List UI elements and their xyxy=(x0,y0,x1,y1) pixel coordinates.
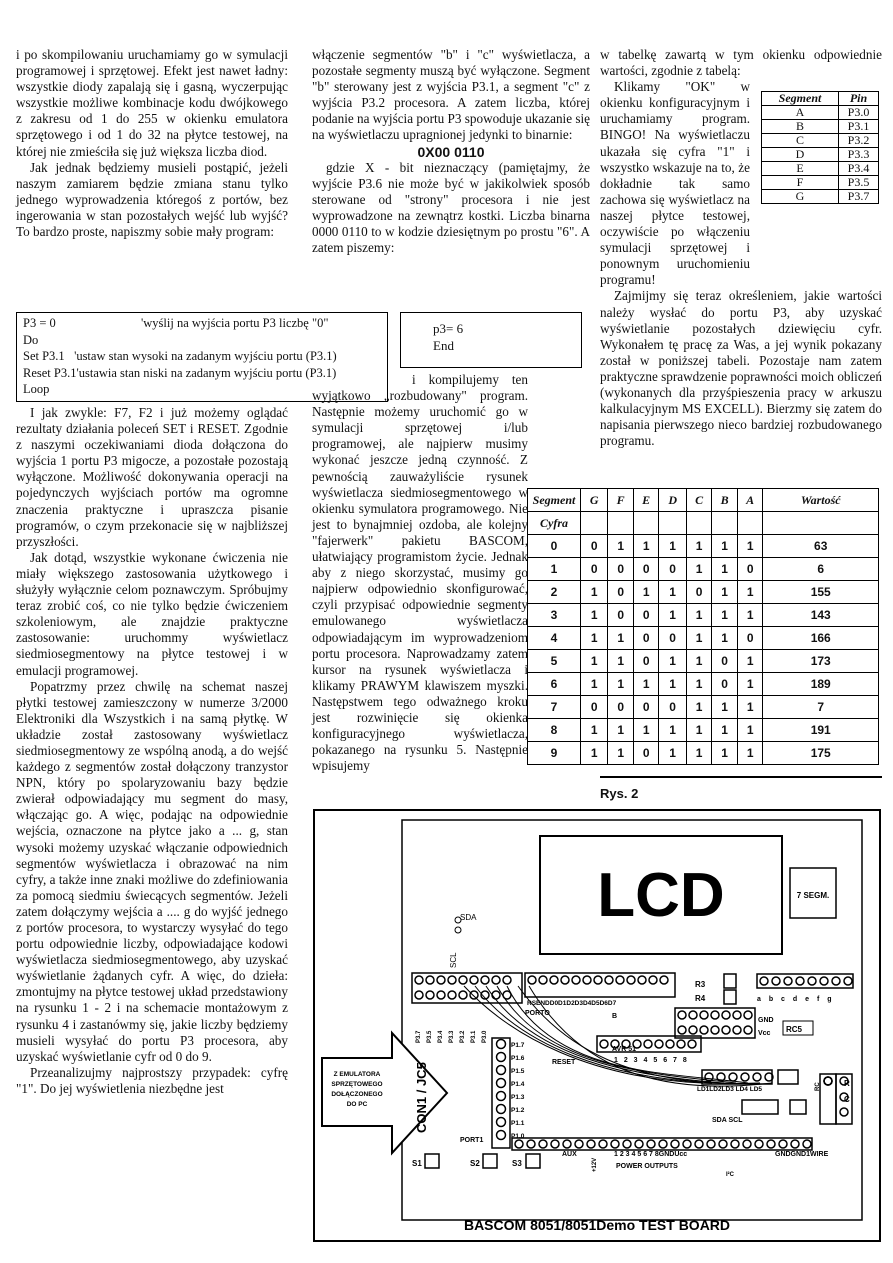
svg-text:RC5: RC5 xyxy=(786,1025,803,1034)
table-cell: 0 xyxy=(686,581,712,604)
table-cell: 4 xyxy=(528,627,581,650)
table-row xyxy=(528,627,879,650)
svg-text:a b c d e f g: a b c d e f g xyxy=(757,996,835,1003)
paragraph: Jak dotąd, wszystkie wykonane ćwiczenia nie miały większego zastosowania użytkowego i służyły wyłącznie celom poznawczym. Spróbujmy teraz zrobić coś, co nie tylko będzie ćwiczeniem szkoleniowym, ale znajdzie praktyczne zastosowanie: uruchommy wyświetlacz siedmiosegmentowy na płytce testowej i w emulacji programowej. xyxy=(16,549,288,678)
table-row xyxy=(528,650,879,673)
table-row xyxy=(528,673,879,696)
table-cell: 1 xyxy=(528,558,581,581)
svg-text:SCL: SCL xyxy=(449,952,458,968)
table-cell: 1 xyxy=(712,581,738,604)
table-cell: 1 xyxy=(659,673,686,696)
table-cell: 7 xyxy=(763,696,879,719)
table-row xyxy=(528,719,879,742)
table-cell: 1 xyxy=(712,604,738,627)
code-box-p3 xyxy=(400,312,582,368)
table-cell: 1 xyxy=(633,719,659,742)
svg-text:DOŁĄCZONEGO: DOŁĄCZONEGO xyxy=(331,1091,383,1098)
table-cell: 1 xyxy=(659,742,686,765)
table-cell: 1 xyxy=(712,627,738,650)
svg-text:GND: GND xyxy=(758,1017,774,1024)
svg-text:1 2 3 4 5 6 7 8GNDUcc: 1 2 3 4 5 6 7 8GNDUcc xyxy=(614,1151,688,1158)
svg-text:POWER OUTPUTS: POWER OUTPUTS xyxy=(616,1163,678,1170)
table-header: F xyxy=(608,489,634,512)
table-cell: 1 xyxy=(659,581,686,604)
table-cell: 1 xyxy=(581,581,608,604)
pin-label: P3.3 xyxy=(449,1030,455,1043)
table-cell: 1 xyxy=(581,742,608,765)
table-header: Pin xyxy=(838,92,878,106)
table-cell: 1 xyxy=(686,719,712,742)
paragraph: I jak zwykle: F7, F2 i już możemy oglądać rezultaty działania poleceń SET i RESET. Zgodnie z naszymi oczekiwaniami dioda dołączona do wyjścia 1 portu P3 migocze, a pozostałe pozostają wyłączone. Możliwość dokonywania operacji na pojedynczych wyjściach portów ma ogromne znaczenia praktyczne i upraszcza pisanie programów, o czym przekonacie się w najbliższej przyszłości. xyxy=(16,405,288,549)
svg-text:R4: R4 xyxy=(695,994,706,1003)
pin-label: P1.6 xyxy=(511,1055,525,1062)
svg-text:S2: S2 xyxy=(470,1159,480,1168)
paragraph: gdzie X - bit nieznaczący (pamiętajmy, że wyjście P3.6 nie może być w jakikolwiek sposób sterowane od "strony" procesora i nie jest wyprowadzone na zewnątrz kostki. Liczba binarna 0000 0110 to w kodzie dziesiętnym po prostu "6". A zatem piszemy: xyxy=(312,159,590,256)
pin-label: P3.7 xyxy=(416,1030,422,1043)
table-row xyxy=(528,742,879,765)
table-cell: 0 xyxy=(712,650,738,673)
svg-text:S1: S1 xyxy=(412,1159,422,1168)
table-cell: 6 xyxy=(763,558,879,581)
table-row xyxy=(528,535,879,558)
code-line: End xyxy=(433,338,454,353)
table-cell: 0 xyxy=(659,627,686,650)
table-cell: 1 xyxy=(581,673,608,696)
pin-label: P3.1 xyxy=(471,1030,477,1043)
pin-label: P3.5 xyxy=(427,1030,433,1043)
paragraph: Klikamy "OK" w okienku konfiguracyjnym i uruchamiamy program. BINGO! Na wyświetlaczu ukazała się cyfra "1" i wszystko wskazuje na to, że dokładnie tak samo zachowa się wyświetlacz na naszej płytce testowej, oczywiście po włączeniu symulacji sprzętowej i ponownym uruchomieniu programu! xyxy=(600,79,750,288)
table-cell: 1 xyxy=(608,535,634,558)
table-cell: 1 xyxy=(686,650,712,673)
table-header: Segment xyxy=(762,92,839,106)
pin-label: P1.0 xyxy=(511,1133,525,1140)
svg-text:7 SEGM.: 7 SEGM. xyxy=(796,891,830,900)
table-cell: 7 xyxy=(528,696,581,719)
table-cell: 1 xyxy=(581,627,608,650)
svg-text:DO PC: DO PC xyxy=(346,1101,368,1108)
table-cell: 173 xyxy=(763,650,879,673)
lcd-label: LCD xyxy=(597,861,725,930)
table-cell: 1 xyxy=(737,696,763,719)
pin-label: P1.2 xyxy=(511,1107,525,1114)
paragraph: Przeanalizujmy najprostszy przypadek: cyfrę "1". Do jej wyświetlenia niezbędne jest xyxy=(16,1064,288,1096)
svg-text:R3: R3 xyxy=(695,980,706,989)
svg-text:Z EMULATORA: Z EMULATORA xyxy=(333,1071,381,1078)
table-cell: 0 xyxy=(659,696,686,719)
table-cell: 1 xyxy=(581,604,608,627)
table-cell: 3 xyxy=(528,604,581,627)
column-1-continued xyxy=(16,405,288,1097)
table-subheader: Cyfra xyxy=(528,512,581,535)
pin-label: P3.0 xyxy=(482,1030,488,1043)
table-cell: 0 xyxy=(581,535,608,558)
paragraph: włączenie segmentów "b" i "c" wyświetlacza, a pozostałe segmenty muszą być wyłączone. Segment "b" sterowany jest z wyjścia P3.1, a segment "c" z wyjścia P3.2 procesora. A zatem liczba, której podanie na wyjścia portu P3 spowoduje ukazanie się na wyświetlaczu upragnionej jedynki to binarnie: xyxy=(312,47,590,143)
svg-text:RESET: RESET xyxy=(552,1059,576,1066)
table-cell: 1 xyxy=(712,696,738,719)
column-1 xyxy=(16,47,288,240)
table-cell: 189 xyxy=(763,673,879,696)
svg-text:SPRZĘTOWEGO: SPRZĘTOWEGO xyxy=(331,1081,383,1088)
table-cell: 0 xyxy=(633,696,659,719)
svg-text:SDA SCL: SDA SCL xyxy=(712,1117,743,1124)
table-cell: 1 xyxy=(737,535,763,558)
table-cell: 1 xyxy=(581,650,608,673)
table-cell: 1 xyxy=(712,719,738,742)
table-cell: 9 xyxy=(528,742,581,765)
pin-label: P3.2 xyxy=(460,1030,466,1043)
table-cell: 0 xyxy=(581,558,608,581)
table-cell: 1 xyxy=(686,558,712,581)
table-cell: 1 xyxy=(686,604,712,627)
table-cell: 1 xyxy=(737,581,763,604)
table-header: Wartość xyxy=(763,489,879,512)
table-cell: 1 xyxy=(608,627,634,650)
table-row xyxy=(528,604,879,627)
table-cell: 0 xyxy=(659,558,686,581)
table-cell: 1 xyxy=(737,604,763,627)
table-header: D xyxy=(659,489,686,512)
svg-text:1 2 3 4 5 6 7 8: 1 2 3 4 5 6 7 8 xyxy=(614,1057,689,1064)
table-cell: 1 xyxy=(608,719,634,742)
table-cell: 1 xyxy=(633,673,659,696)
table-cell: 1 xyxy=(712,558,738,581)
digit-value-table xyxy=(527,488,879,765)
table-cell: 1 xyxy=(686,742,712,765)
table-cell: 1 xyxy=(686,627,712,650)
table-cell: 143 xyxy=(763,604,879,627)
pin-label: P1.3 xyxy=(511,1094,525,1101)
table-header: E xyxy=(633,489,659,512)
table-header: G xyxy=(581,489,608,512)
table-cell: 1 xyxy=(633,581,659,604)
table-cell: 175 xyxy=(763,742,879,765)
svg-text:AVR 51: AVR 51 xyxy=(612,1046,636,1053)
segment-pin-table: Segment Pin A P3.0 B P3.1 C P3.2 D P3.3 E P3.4 F P3.5 G P3.7 xyxy=(761,91,879,204)
table-cell: 1 xyxy=(737,719,763,742)
test-board-diagram xyxy=(312,808,882,1243)
svg-text:Vcc: Vcc xyxy=(758,1030,771,1037)
table-row xyxy=(528,558,879,581)
paragraph: i kompilujemy ten wyjątkowo „rozbudowany" program. Następnie możemy uruchomić go w symulacji sprzętowej i/lub programowej, ale najpierw musimy wykonać jeszcze jedną czynność. Z pewnością zauważyliście rysunek wyświetlacza siedmiosegmentowego w okienku symulatora programowego. Nie jest to bynajmniej ozdoba, ale kolejny "fajerwerk" pakietu BASCOM, ułatwiający programistom życie. Jednak aby z niego skorzystać, musimy go najpierw odpowiednio skonfigurować, czyli przypisać odpowiednie segmenty emulowanego wyświetlacza odpowiadającym im wyprowadzeniom portu procesora. Naprowadzamy zatem kursor na rysunek wyświetlacza i klikamy PRAWYM klawiszem myszki. Następstwem tego odważnego kroku jest rozwinięcie się okienka konfiguracyjnego wyświetlacza, pokazanego na rysunku 5. Następnie wpisujemy xyxy=(312,372,528,774)
table-cell: 0 xyxy=(581,696,608,719)
table-cell: 1 xyxy=(737,742,763,765)
table-cell: 1 xyxy=(659,604,686,627)
table-header: A xyxy=(737,489,763,512)
table-cell: 0 xyxy=(608,696,634,719)
svg-text:AUX: AUX xyxy=(562,1151,577,1158)
svg-text:GNDGND1WIRE: GNDGND1WIRE xyxy=(775,1151,829,1158)
code-line: p3= 6 xyxy=(433,321,464,336)
table-cell: 1 xyxy=(686,535,712,558)
svg-text:LD1LD2LD3 LD4 LD5: LD1LD2LD3 LD4 LD5 xyxy=(697,1086,763,1093)
table-cell: 0 xyxy=(633,558,659,581)
table-header: B xyxy=(712,489,738,512)
table-cell: 1 xyxy=(633,535,659,558)
figure-caption: Rys. 2 xyxy=(600,786,639,801)
svg-text:CON1 / JC5: CON1 / JC5 xyxy=(414,1062,429,1133)
svg-text:R: R xyxy=(844,1079,850,1088)
code-line: Set P3.1 'ustaw stan wysoki na zadanym wyjściu portu (P3.1) xyxy=(23,349,337,364)
table-cell: 1 xyxy=(712,742,738,765)
svg-text:RSENDD0D1D2D3D4D5D6D7: RSENDD0D1D2D3D4D5D6D7 xyxy=(527,1000,617,1007)
code-line: Reset P3.1'ustawia stan niski na zadanym wyjściu portu (P3.1) xyxy=(23,365,337,380)
svg-text:SDA: SDA xyxy=(460,913,477,922)
table-cell: 1 xyxy=(686,696,712,719)
table-cell: 0 xyxy=(712,673,738,696)
svg-text:I²C: I²C xyxy=(726,1172,734,1178)
table-cell: 0 xyxy=(608,604,634,627)
table-cell: 0 xyxy=(528,535,581,558)
table-cell: 2 xyxy=(528,581,581,604)
table-cell: 8 xyxy=(528,719,581,742)
table-row xyxy=(528,581,879,604)
pin-label: P1.4 xyxy=(511,1081,525,1088)
table-cell: 191 xyxy=(763,719,879,742)
svg-text:S3: S3 xyxy=(512,1159,522,1168)
table-cell: 1 xyxy=(608,742,634,765)
paragraph: w tabelkę zawartą w tym okienku odpowiednie wartości, zgodnie z tabelą: xyxy=(600,47,882,79)
code-line: Loop xyxy=(23,382,50,397)
paragraph: Jak jednak będziemy musieli postąpić, jeżeli naszym zamiarem będzie zmiana stanu tylko jednego wyprowadzenia któregoś z portów, bez ingerowania w stan pozostałych wejść lub wyjść? To bardzo proste, napiszmy sobie mały program: xyxy=(16,159,288,240)
svg-text:RC: RC xyxy=(815,1082,821,1091)
pin-label: P3.4 xyxy=(438,1030,444,1043)
divider xyxy=(600,776,882,778)
table-cell: 1 xyxy=(737,673,763,696)
svg-text:B: B xyxy=(612,1013,618,1020)
table-cell: 1 xyxy=(712,535,738,558)
table-cell: 1 xyxy=(686,673,712,696)
svg-text:PORT1: PORT1 xyxy=(460,1137,484,1144)
table-cell: 0 xyxy=(633,650,659,673)
table-cell: 1 xyxy=(659,535,686,558)
table-cell: 1 xyxy=(737,650,763,673)
table-cell: 1 xyxy=(659,719,686,742)
table-cell: 0 xyxy=(633,627,659,650)
table-cell: 166 xyxy=(763,627,879,650)
table-cell: 1 xyxy=(608,650,634,673)
svg-text:C: C xyxy=(844,1095,850,1104)
table-cell: 1 xyxy=(659,650,686,673)
table-cell: 155 xyxy=(763,581,879,604)
table-cell: 6 xyxy=(528,673,581,696)
svg-text:PORTO: PORTO xyxy=(525,1010,550,1017)
pin-label: P1.1 xyxy=(511,1120,525,1127)
paragraph: Popatrzmy przez chwilę na schemat naszej płytki testowej zamieszczony w numerze 3/2000 Elektroniki dla Wszystkich i na samą płytkę. W układzie został zastosowany wyświetlacz siedmiosegmentowy ze wspólną anodą, a do wejść każdego z segmentów został dołączony tranzystor NPN, który po spolaryzowaniu bazy będzie zwierał odpowiadający mu segment do masy, włączając go. A więc, podając na odpowiednie wejścia, oznaczone na płytce jako a ... g, stan wysoki możemy uzyskać włączanie odpowiednich segmentów wyświetlacza i obrazować na nim cyfry, a także inne znaki możliwe do zdefiniowania za pomocą siedmiu świecących segmentów. Jeżeli zatem dołączymy wejścia a .... g do wyjść jednego z portów procesora, to wystarczy wysyłać do tego portu odpowiednie liczby, odpowiadające kodowi wyświetlacza siedmiosegmentowego, aby uzyskać wyświetlanie żądanych cyfr. A więc, do dzieła: zmontujmy na płytce testowej układ przedstawiony na rysunku 1 - 2 i na schemacie montażowym z rysunku 4 i zastanówmy się, jakie liczby będziemy musieli wysyłać do portu P3 procesora, aby uzyskać wyświetlanie cyfr od 0 do 9. xyxy=(16,678,288,1064)
pin-label: P1.7 xyxy=(511,1042,525,1049)
table-header: C xyxy=(686,489,712,512)
paragraph: i po skompilowaniu uruchamiamy go w symulacji programowej i sprzętowej. Efekt jest nawet ładny: wszystkie diody zapalają się i gasną, wyczerpując wszystkie możliwe kombinacje kodu dwójkowego z zakresu od 1 do 255 w okienku emulatora sprzętowego i od 1 do 32 na płytce testowej, na której nie zmieściła się już większa liczba diod. xyxy=(16,47,288,159)
table-cell: 0 xyxy=(608,581,634,604)
table-cell: 5 xyxy=(528,650,581,673)
code-line: Do xyxy=(23,332,39,347)
table-cell: 1 xyxy=(608,673,634,696)
table-row xyxy=(528,696,879,719)
table-cell: 0 xyxy=(633,604,659,627)
board-title: BASCOM 8051/8051Demo TEST BOARD xyxy=(463,1217,731,1233)
paragraph: Zajmijmy się teraz określeniem, jakie wartości należy wysłać do portu P3, aby uzyskać wyświetlanie pozostałych dziewięciu cyfr. Wykonałem tę pracę za Was, a jej wynik pokazany został w poniższej tabeli. Pozostaje nam zatem praktyczne sprawdzenie poprawności moich obliczeń (wykonanych dla przyśpieszenia pracy w arkuszu kalkulacyjnym MS EXCELL). Bierzmy się zatem do napisania pierwszego nieco bardziej rozbudowanego programu. xyxy=(600,288,882,449)
table-cell: 1 xyxy=(581,719,608,742)
column-2-continued-a xyxy=(312,372,528,774)
table-cell: 63 xyxy=(763,535,879,558)
table-header: Segment xyxy=(528,489,581,512)
table-cell: 0 xyxy=(608,558,634,581)
table-cell: 0 xyxy=(737,627,763,650)
table-cell: 0 xyxy=(633,742,659,765)
svg-text:+12V: +12V xyxy=(592,1157,598,1172)
column-2 xyxy=(312,47,590,256)
code-line: P3 = 0 'wyślij na wyjścia portu P3 liczbę "0" xyxy=(23,316,329,330)
binary-value: 0X00 0110 xyxy=(417,143,485,160)
table-cell: 0 xyxy=(737,558,763,581)
pin-label: P1.5 xyxy=(511,1068,525,1075)
